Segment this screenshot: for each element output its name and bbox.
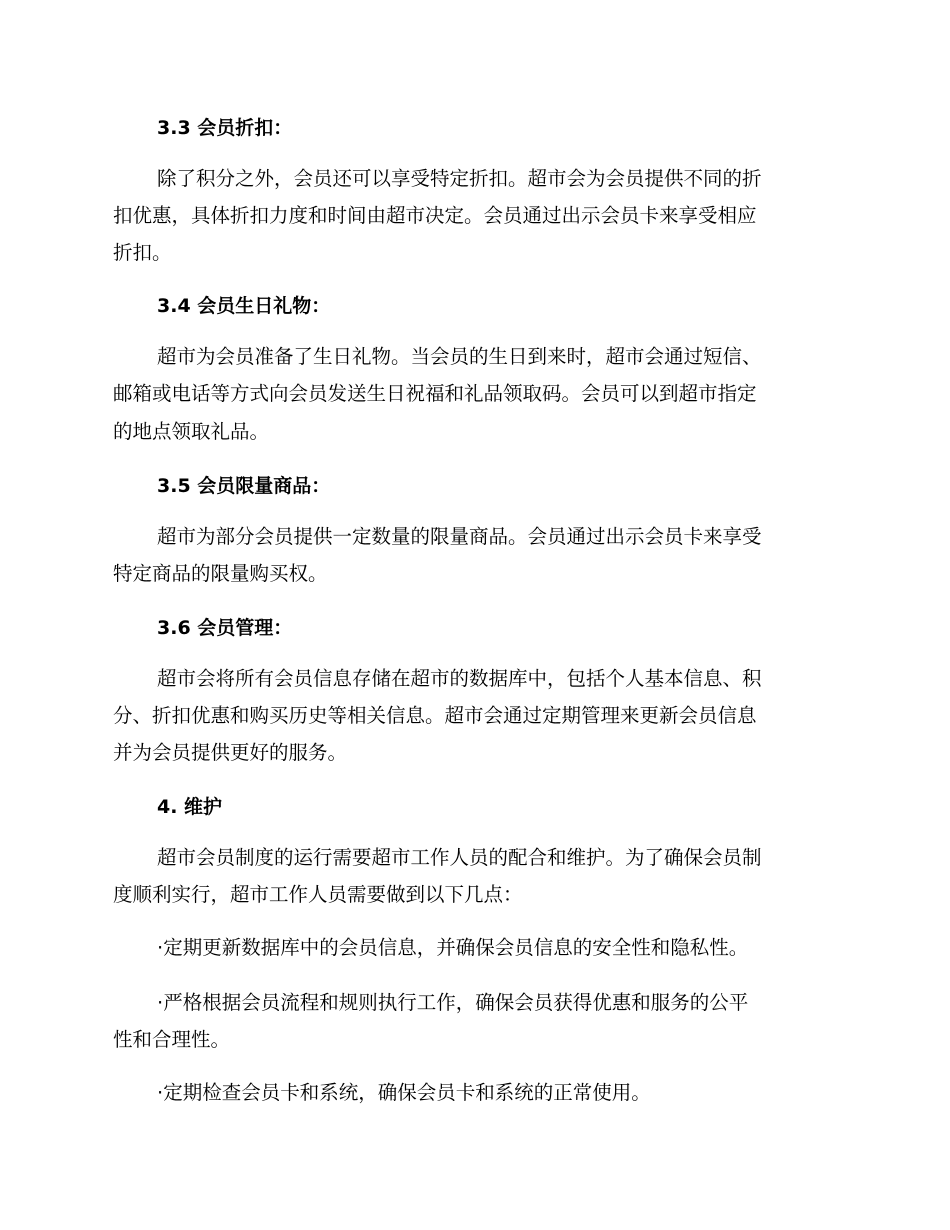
bullet-item: ·定期更新数据库中的会员信息，并确保会员信息的安全性和隐私性。 xyxy=(157,936,749,959)
paragraph-line: 折扣。 xyxy=(113,241,172,264)
paragraph-line: 超市为部分会员提供一定数量的限量商品。会员通过出示会员卡来享受 xyxy=(157,525,762,548)
section-heading-3-6: 3.6 会员管理： xyxy=(157,617,293,639)
paragraph-line: 的地点领取礼品。 xyxy=(113,420,270,443)
section-heading-4: 4. 维护 xyxy=(157,796,223,818)
bullet-item: ·定期检查会员卡和系统，确保会员卡和系统的正常使用。 xyxy=(157,1081,651,1104)
paragraph-line: 超市会员制度的运行需要超市工作人员的配合和维护。为了确保会员制 xyxy=(157,846,762,869)
section-heading-3-5: 3.5 会员限量商品： xyxy=(157,475,331,497)
paragraph-line: 特定商品的限量购买权。 xyxy=(113,562,328,585)
paragraph-line: 分、折扣优惠和购买历史等相关信息。超市会通过定期管理来更新会员信息 xyxy=(113,704,757,727)
paragraph-line: 超市会将所有会员信息存储在超市的数据库中，包括个人基本信息、积 xyxy=(157,667,762,690)
section-heading-3-4: 3.4 会员生日礼物： xyxy=(157,295,331,317)
paragraph-line: 邮箱或电话等方式向会员发送生日祝福和礼品领取码。会员可以到超市指定 xyxy=(113,382,757,405)
paragraph-line: 扣优惠，具体折扣力度和时间由超市决定。会员通过出示会员卡来享受相应 xyxy=(113,204,757,227)
paragraph-line: 并为会员提供更好的服务。 xyxy=(113,741,348,764)
bullet-item: ·严格根据会员流程和规则执行工作，确保会员获得优惠和服务的公平 xyxy=(157,991,749,1014)
bullet-item-continuation: 性和合理性。 xyxy=(113,1028,231,1051)
paragraph-line: 超市为会员准备了生日礼物。当会员的生日到来时，超市会通过短信、 xyxy=(157,345,762,368)
paragraph-line: 度顺利实行，超市工作人员需要做到以下几点： xyxy=(113,883,523,906)
paragraph-line: 除了积分之外，会员还可以享受特定折扣。超市会为会员提供不同的折 xyxy=(157,167,762,190)
section-heading-3-3: 3.3 会员折扣： xyxy=(157,117,293,139)
